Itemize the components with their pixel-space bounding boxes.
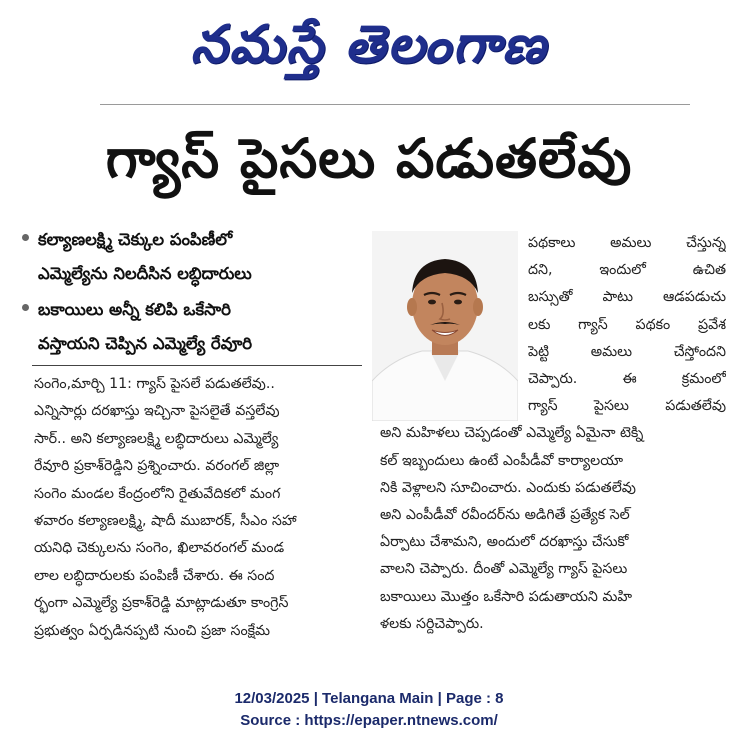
bullet-line: వస్తాయని చెప్పిన ఎమ్మెల్యే రేవూరి [38, 334, 253, 353]
text-line: ళలకు సర్దిచెప్పారు. [380, 615, 484, 632]
article-headline: గ్యాస్ పైసలు పడుతలేవు [105, 127, 633, 190]
footer-date-page: 12/03/2025 | Telangana Main | Page : 8 [234, 690, 504, 707]
text-line: సార్.. అని కల్యాణలక్ష్మి లబ్ధిదారులు ఎమ్మెల్యే [34, 430, 279, 447]
text-line: అని మహిళలు చెప్పడంతో ఎమ్మెల్యే ఏమైనా టెక్ని [380, 425, 644, 442]
source-footer [0, 688, 738, 732]
bullet-line: బకాయిలు అన్నీ కలిపి ఒకేసారి [38, 300, 231, 319]
text-line: పథకాలు అమలు చేస్తున్న [528, 235, 726, 251]
bullet-line: కల్యాణలక్ష్మి చెక్కుల పంపిణీలో [38, 230, 233, 249]
bullet-dot-icon [22, 304, 29, 311]
bullet-line: ఎమ్మెల్యేను నిలదీసిన లబ్ధిదారులు [38, 264, 252, 283]
text-line: గ్యాస్ పైసలు పడుతలేవు [528, 398, 726, 415]
text-line: బకాయిలు మొత్తం ఒకేసారి పడుతాయని మహి [380, 588, 633, 605]
bullet-divider [32, 365, 362, 366]
text-line: దని, ఇందులో ఉచిత [528, 262, 726, 279]
text-line: పెట్టి అమలు చేస్తోందని [528, 343, 726, 360]
footer-source-link: Source : https://epaper.ntnews.com/ [240, 712, 498, 729]
text-line: ళవారం కల్యాణలక్ష్మి, షాదీ ముబారక్, సీఎం సహా [34, 513, 297, 530]
newspaper-clipping [8, 5, 730, 685]
text-line: ఏర్పాటు చేశామని, అందులో దరఖాస్తు చేసుకో [380, 534, 629, 551]
text-line: అని ఎంపీడీవో రవీందర్‌ను అడిగితే ప్రత్యేక సెల్ [380, 507, 630, 524]
text-line: ఎన్నిసార్లు దరఖాస్తు ఇచ్చినా పైసలైతే వస్తలేవు [34, 403, 280, 420]
article-column-2 [380, 230, 726, 638]
text-line: కల్ ఇబ్బందులు ఉంటే ఎంపీడీవో కార్యాలయా [380, 452, 624, 469]
text-line: సంగెం,మార్చి 11: గ్యాస్ పైసలే పడుతలేవు.. [34, 376, 275, 392]
bullet-dot-icon [22, 234, 29, 241]
bullet-point [16, 293, 362, 361]
text-line: లకు గ్యాస్ పథకం ప్రవేశ [528, 316, 726, 333]
bullet-point [16, 223, 362, 291]
highlight-bullets [16, 223, 362, 363]
text-line: చెప్పారు. ఈ క్రమంలో [528, 371, 726, 388]
text-line: రేవూరి ప్రకాశ్‌రెడ్డిని ప్రశ్నించారు. వరంగల్ జిల్లా [34, 458, 280, 475]
text-line: యనిధి చెక్కులను సంగెం, ఖిలావరంగల్ మండ [34, 540, 285, 557]
article-column-1 [34, 371, 366, 645]
text-line: లాల లబ్ధిదారులకు పంపిణీ చేశారు. ఈ సంద [34, 567, 275, 584]
text-line: బస్సుతో పాటు ఆడపడుచు [528, 289, 726, 306]
text-line: సంగెం మండల కేంద్రంలోని రైతువేదికలో మంగ [34, 485, 281, 502]
text-line: నికి వెళ్లాలని సూచించారు. ఎందుకు పడుతలేవు [380, 479, 636, 496]
masthead-logo: నమస్తే తెలంగాణ [190, 15, 548, 75]
text-line: ప్రభుత్వం ఏర్పడినప్పటి నుంచి ప్రజా సంక్షేమ [34, 622, 271, 639]
text-line: వాలని చెప్పారు. దీంతో ఎమ్మెల్యే గ్యాస్ పైసలు [380, 561, 628, 578]
masthead-rule [100, 104, 690, 105]
text-line: ర్భంగా ఎమ్మెల్యే ప్రకాశ్‌రెడ్డి మాట్లాడుతూ కాంగ్రెస్ [34, 595, 289, 612]
